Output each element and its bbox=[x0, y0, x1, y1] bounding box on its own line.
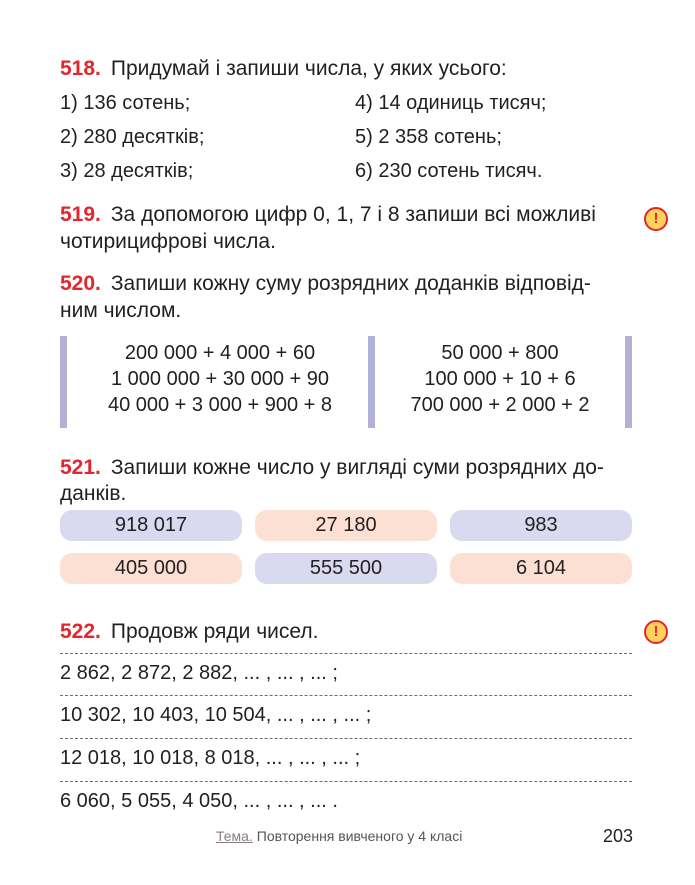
page-number: 203 bbox=[603, 826, 634, 846]
sum-left-1: 200 000 + 4 000 + 60 bbox=[124, 342, 316, 364]
dashed-rule bbox=[60, 695, 632, 696]
task-522-number: 522. bbox=[60, 620, 101, 643]
task-522-heading bbox=[60, 619, 318, 645]
sequence-row-2: 10 302, 10 403, 10 504, ... , ... , ... ; bbox=[60, 704, 372, 726]
number-card: 27 180 bbox=[255, 510, 437, 541]
divider-bar-right bbox=[625, 336, 632, 428]
number-card: 405 000 bbox=[60, 553, 242, 584]
divider-bar-middle bbox=[368, 336, 375, 428]
sum-left-2: 1 000 000 + 30 000 + 90 bbox=[111, 368, 329, 390]
task-522-title: Продовж ряди чисел. bbox=[110, 620, 319, 643]
exclamation-icon: ! bbox=[644, 207, 668, 231]
task-521-line-1: Запиши кожне число у вигляді суми розрядних до- bbox=[110, 456, 604, 479]
task-518-title: Придумай і запиши числа, у яких усього: bbox=[110, 57, 507, 80]
task-518-item-4: 4) 14 одиниць тисяч; bbox=[355, 92, 547, 114]
sum-right-2: 100 000 + 10 + 6 bbox=[424, 368, 576, 390]
footer-topic-label: Тема. bbox=[216, 828, 253, 844]
sum-left-3: 40 000 + 3 000 + 900 + 8 bbox=[107, 394, 333, 416]
sequence-row-4: 6 060, 5 055, 4 050, ... , ... , ... . bbox=[60, 790, 338, 812]
dashed-rule bbox=[60, 781, 632, 782]
task-519-line-1: За допомогою цифр 0, 1, 7 і 8 запиши всі можливі bbox=[110, 203, 596, 226]
task-521-heading bbox=[60, 455, 604, 481]
sum-right-1: 50 000 + 800 bbox=[441, 342, 559, 364]
task-521-line-2: данків. bbox=[60, 482, 127, 505]
task-518-item-1: 1) 136 сотень; bbox=[60, 92, 191, 114]
footer-topic bbox=[216, 828, 462, 844]
footer-topic-text: Повторення вивченого у 4 класі bbox=[256, 828, 463, 844]
task-518-item-5: 5) 2 358 сотень; bbox=[355, 126, 502, 148]
task-518-item-6: 6) 230 сотень тисяч. bbox=[355, 160, 543, 182]
task-520-line-2: ним числом. bbox=[60, 299, 182, 322]
sum-right-3: 700 000 + 2 000 + 2 bbox=[410, 394, 590, 416]
number-card: 918 017 bbox=[60, 510, 242, 541]
number-card: 6 104 bbox=[450, 553, 632, 584]
task-518-item-3: 3) 28 десятків; bbox=[60, 160, 194, 182]
task-520-heading bbox=[60, 271, 591, 297]
task-521-number: 521. bbox=[60, 456, 101, 479]
dashed-rule bbox=[60, 738, 632, 739]
sequence-row-3: 12 018, 10 018, 8 018, ... , ... , ... ; bbox=[60, 747, 361, 769]
dashed-rule bbox=[60, 653, 632, 654]
divider-bar-left bbox=[60, 336, 67, 428]
exclamation-icon: ! bbox=[644, 620, 668, 644]
number-card: 555 500 bbox=[255, 553, 437, 584]
number-card: 983 bbox=[450, 510, 632, 541]
task-520-number: 520. bbox=[60, 272, 101, 295]
task-518-number: 518. bbox=[60, 57, 101, 80]
task-519-heading bbox=[60, 202, 596, 228]
sequence-row-1: 2 862, 2 872, 2 882, ... , ... , ... ; bbox=[60, 662, 338, 684]
task-518-item-2: 2) 280 десятків; bbox=[60, 126, 205, 148]
task-518-heading bbox=[60, 56, 507, 82]
task-519-line-2: чотирицифрові числа. bbox=[60, 230, 276, 253]
task-520-line-1: Запиши кожну суму розрядних доданків відповід- bbox=[110, 272, 591, 295]
task-519-number: 519. bbox=[60, 203, 101, 226]
